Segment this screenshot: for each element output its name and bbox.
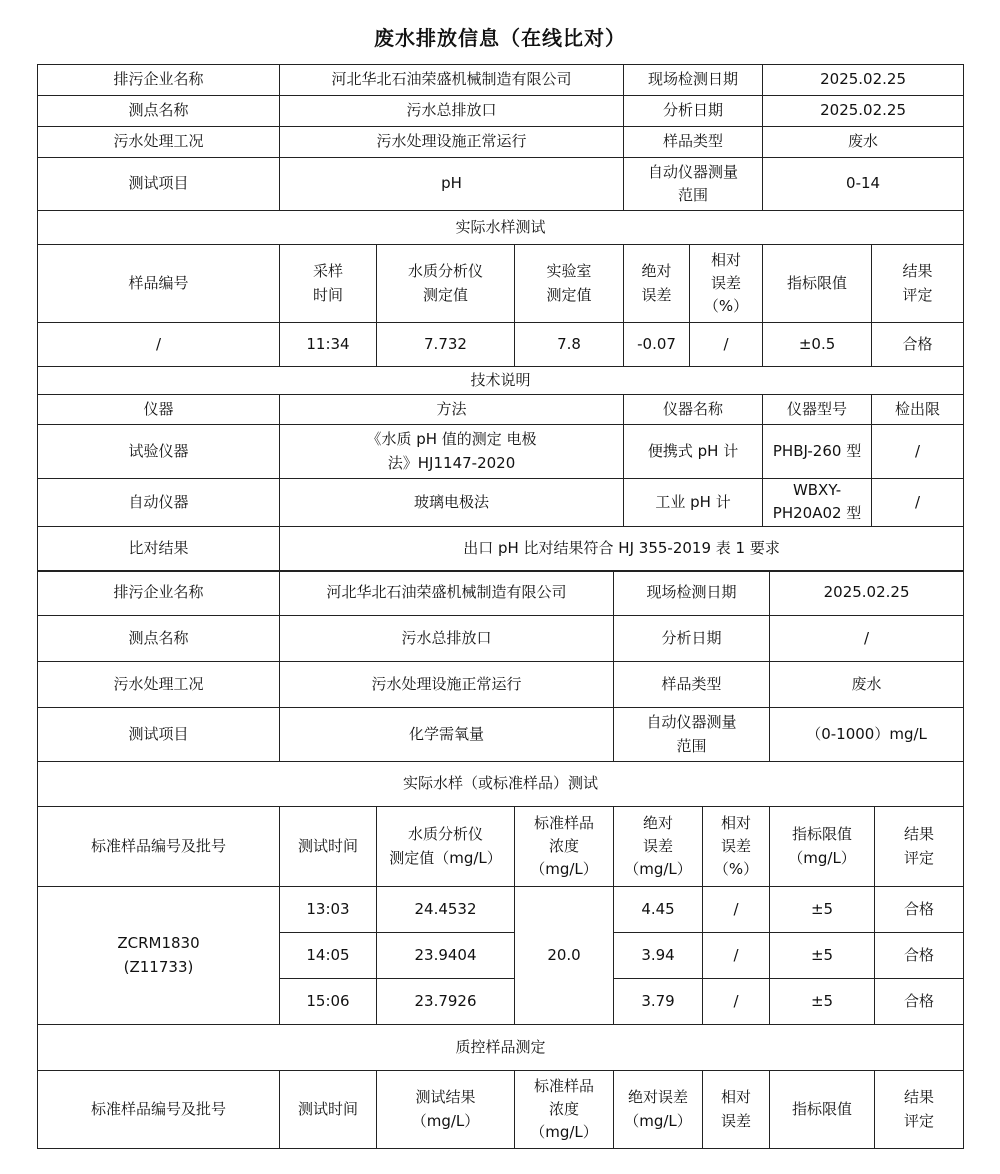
info-row: [38, 127, 964, 158]
value-field-date: 2025.02.25: [770, 571, 964, 616]
col-header: 结果 评定: [875, 807, 964, 887]
label-range: 自动仪器测量 范围: [614, 708, 770, 762]
section-title-row: [38, 367, 964, 395]
value-field-date: 2025.02.25: [763, 65, 964, 96]
cell-std-sample-id: ZCRM1830 (Z11733): [38, 887, 280, 1025]
cod-comparison-table: [37, 570, 964, 1149]
col-header: 结果 评定: [872, 245, 964, 323]
col-header: 绝对 误差: [624, 245, 690, 323]
cell-detection-limit: /: [872, 425, 964, 479]
cell-std-concentration: 20.0: [515, 887, 614, 1025]
compare-value: 出口 pH 比对结果符合 HJ 355-2019 表 1 要求: [280, 526, 964, 571]
table-header-row: [38, 395, 964, 425]
col-header: 仪器型号: [763, 395, 872, 425]
label-test-item: 测试项目: [38, 708, 280, 762]
col-header: 仪器: [38, 395, 280, 425]
cell-method: 《水质 pH 值的测定 电极 法》HJ1147-2020: [280, 425, 624, 479]
info-row: [38, 65, 964, 96]
table-header-row: [38, 245, 964, 323]
value-enterprise: 河北华北石油荣盛机械制造有限公司: [280, 65, 624, 96]
col-header: 相对 误差 （%）: [690, 245, 763, 323]
cell-result: 合格: [875, 979, 964, 1025]
col-header: 测试时间: [280, 1071, 377, 1149]
col-header: 采样 时间: [280, 245, 377, 323]
cell-analyzer-value: 24.4532: [377, 887, 515, 933]
col-header: 实验室 测定值: [515, 245, 624, 323]
label-sample-type: 样品类型: [624, 127, 763, 158]
cell-model: PHBJ-260 型: [763, 425, 872, 479]
value-analysis-date: /: [770, 616, 964, 662]
section-title-row: [38, 1025, 964, 1071]
col-header: 指标限值: [770, 1071, 875, 1149]
cell-detection-limit: /: [872, 479, 964, 527]
cell-limit: ±5: [770, 933, 875, 979]
cell-result: 合格: [872, 323, 964, 367]
actual-sample-title: 实际水样测试: [38, 211, 964, 245]
col-header: 标准样品 浓度 （mg/L）: [515, 1071, 614, 1149]
table-row: [38, 479, 964, 527]
col-header: 指标限值: [763, 245, 872, 323]
cell-instrument: 试验仪器: [38, 425, 280, 479]
cell-rel-error: /: [703, 887, 770, 933]
label-field-date: 现场检测日期: [614, 571, 770, 616]
cell-instrument-name: 工业 pH 计: [624, 479, 763, 527]
value-sample-type: 废水: [770, 662, 964, 708]
ph-comparison-table: [37, 64, 964, 572]
cell-abs-error: 3.94: [614, 933, 703, 979]
table-row: [38, 887, 964, 933]
info-row: [38, 158, 964, 211]
value-treatment: 污水处理设施正常运行: [280, 127, 624, 158]
cell-abs-error: 4.45: [614, 887, 703, 933]
info-row: [38, 571, 964, 616]
compare-label: 比对结果: [38, 526, 280, 571]
col-header: 水质分析仪 测定值（mg/L）: [377, 807, 515, 887]
col-header: 检出限: [872, 395, 964, 425]
cell-instrument: 自动仪器: [38, 479, 280, 527]
cell-time: 15:06: [280, 979, 377, 1025]
value-point: 污水总排放口: [280, 616, 614, 662]
table-header-row: [38, 807, 964, 887]
label-range: 自动仪器测量 范围: [624, 158, 763, 211]
cell-lab-value: 7.8: [515, 323, 624, 367]
cell-instrument-name: 便携式 pH 计: [624, 425, 763, 479]
col-header: 仪器名称: [624, 395, 763, 425]
col-header: 相对 误差: [703, 1071, 770, 1149]
section-title-row: [38, 762, 964, 807]
col-header: 方法: [280, 395, 624, 425]
cell-time: 13:03: [280, 887, 377, 933]
label-point: 测点名称: [38, 616, 280, 662]
col-header: 指标限值 （mg/L）: [770, 807, 875, 887]
tech-notes-title: 技术说明: [38, 367, 964, 395]
cell-time: 14:05: [280, 933, 377, 979]
cell-rel-error: /: [690, 323, 763, 367]
col-header: 测试结果 （mg/L）: [377, 1071, 515, 1149]
label-treatment: 污水处理工况: [38, 662, 280, 708]
info-row: [38, 708, 964, 762]
info-row: [38, 96, 964, 127]
cell-limit: ±5: [770, 979, 875, 1025]
table-row: [38, 425, 964, 479]
value-range: （0-1000）mg/L: [770, 708, 964, 762]
cell-time: 11:34: [280, 323, 377, 367]
label-analysis-date: 分析日期: [614, 616, 770, 662]
value-enterprise: 河北华北石油荣盛机械制造有限公司: [280, 571, 614, 616]
cell-result: 合格: [875, 933, 964, 979]
cell-analyzer-value: 23.7926: [377, 979, 515, 1025]
label-treatment: 污水处理工况: [38, 127, 280, 158]
cell-analyzer-value: 23.9404: [377, 933, 515, 979]
qc-title: 质控样品测定: [38, 1025, 964, 1071]
cell-abs-error: 3.79: [614, 979, 703, 1025]
col-header: 结果 评定: [875, 1071, 964, 1149]
value-range: 0-14: [763, 158, 964, 211]
cell-sample-id: /: [38, 323, 280, 367]
label-analysis-date: 分析日期: [624, 96, 763, 127]
col-header: 样品编号: [38, 245, 280, 323]
col-header: 绝对 误差 （mg/L）: [614, 807, 703, 887]
col-header: 标准样品编号及批号: [38, 1071, 280, 1149]
col-header: 标准样品编号及批号: [38, 807, 280, 887]
col-header: 绝对误差 （mg/L）: [614, 1071, 703, 1149]
cell-model: WBXY-PH20A02 型: [763, 479, 872, 527]
label-field-date: 现场检测日期: [624, 65, 763, 96]
table-row: [38, 323, 964, 367]
actual-sample-title: 实际水样（或标准样品）测试: [38, 762, 964, 807]
cell-result: 合格: [875, 887, 964, 933]
cell-limit: ±5: [770, 887, 875, 933]
label-sample-type: 样品类型: [614, 662, 770, 708]
value-test-item: 化学需氧量: [280, 708, 614, 762]
cell-abs-error: -0.07: [624, 323, 690, 367]
cell-rel-error: /: [703, 979, 770, 1025]
section-title-row: [38, 211, 964, 245]
table-row: [38, 526, 964, 571]
value-point: 污水总排放口: [280, 96, 624, 127]
cell-rel-error: /: [703, 933, 770, 979]
label-point: 测点名称: [38, 96, 280, 127]
col-header: 相对 误差 （%）: [703, 807, 770, 887]
info-row: [38, 662, 964, 708]
page-title: 废水排放信息（在线比对）: [374, 26, 626, 50]
cell-method: 玻璃电极法: [280, 479, 624, 527]
value-test-item: pH: [280, 158, 624, 211]
col-header: 测试时间: [280, 807, 377, 887]
label-test-item: 测试项目: [38, 158, 280, 211]
cell-analyzer-value: 7.732: [377, 323, 515, 367]
info-row: [38, 616, 964, 662]
cell-limit: ±0.5: [763, 323, 872, 367]
value-sample-type: 废水: [763, 127, 964, 158]
table-header-row: [38, 1071, 964, 1149]
label-enterprise: 排污企业名称: [38, 571, 280, 616]
value-treatment: 污水处理设施正常运行: [280, 662, 614, 708]
label-enterprise: 排污企业名称: [38, 65, 280, 96]
value-analysis-date: 2025.02.25: [763, 96, 964, 127]
col-header: 标准样品 浓度 （mg/L）: [515, 807, 614, 887]
col-header: 水质分析仪 测定值: [377, 245, 515, 323]
